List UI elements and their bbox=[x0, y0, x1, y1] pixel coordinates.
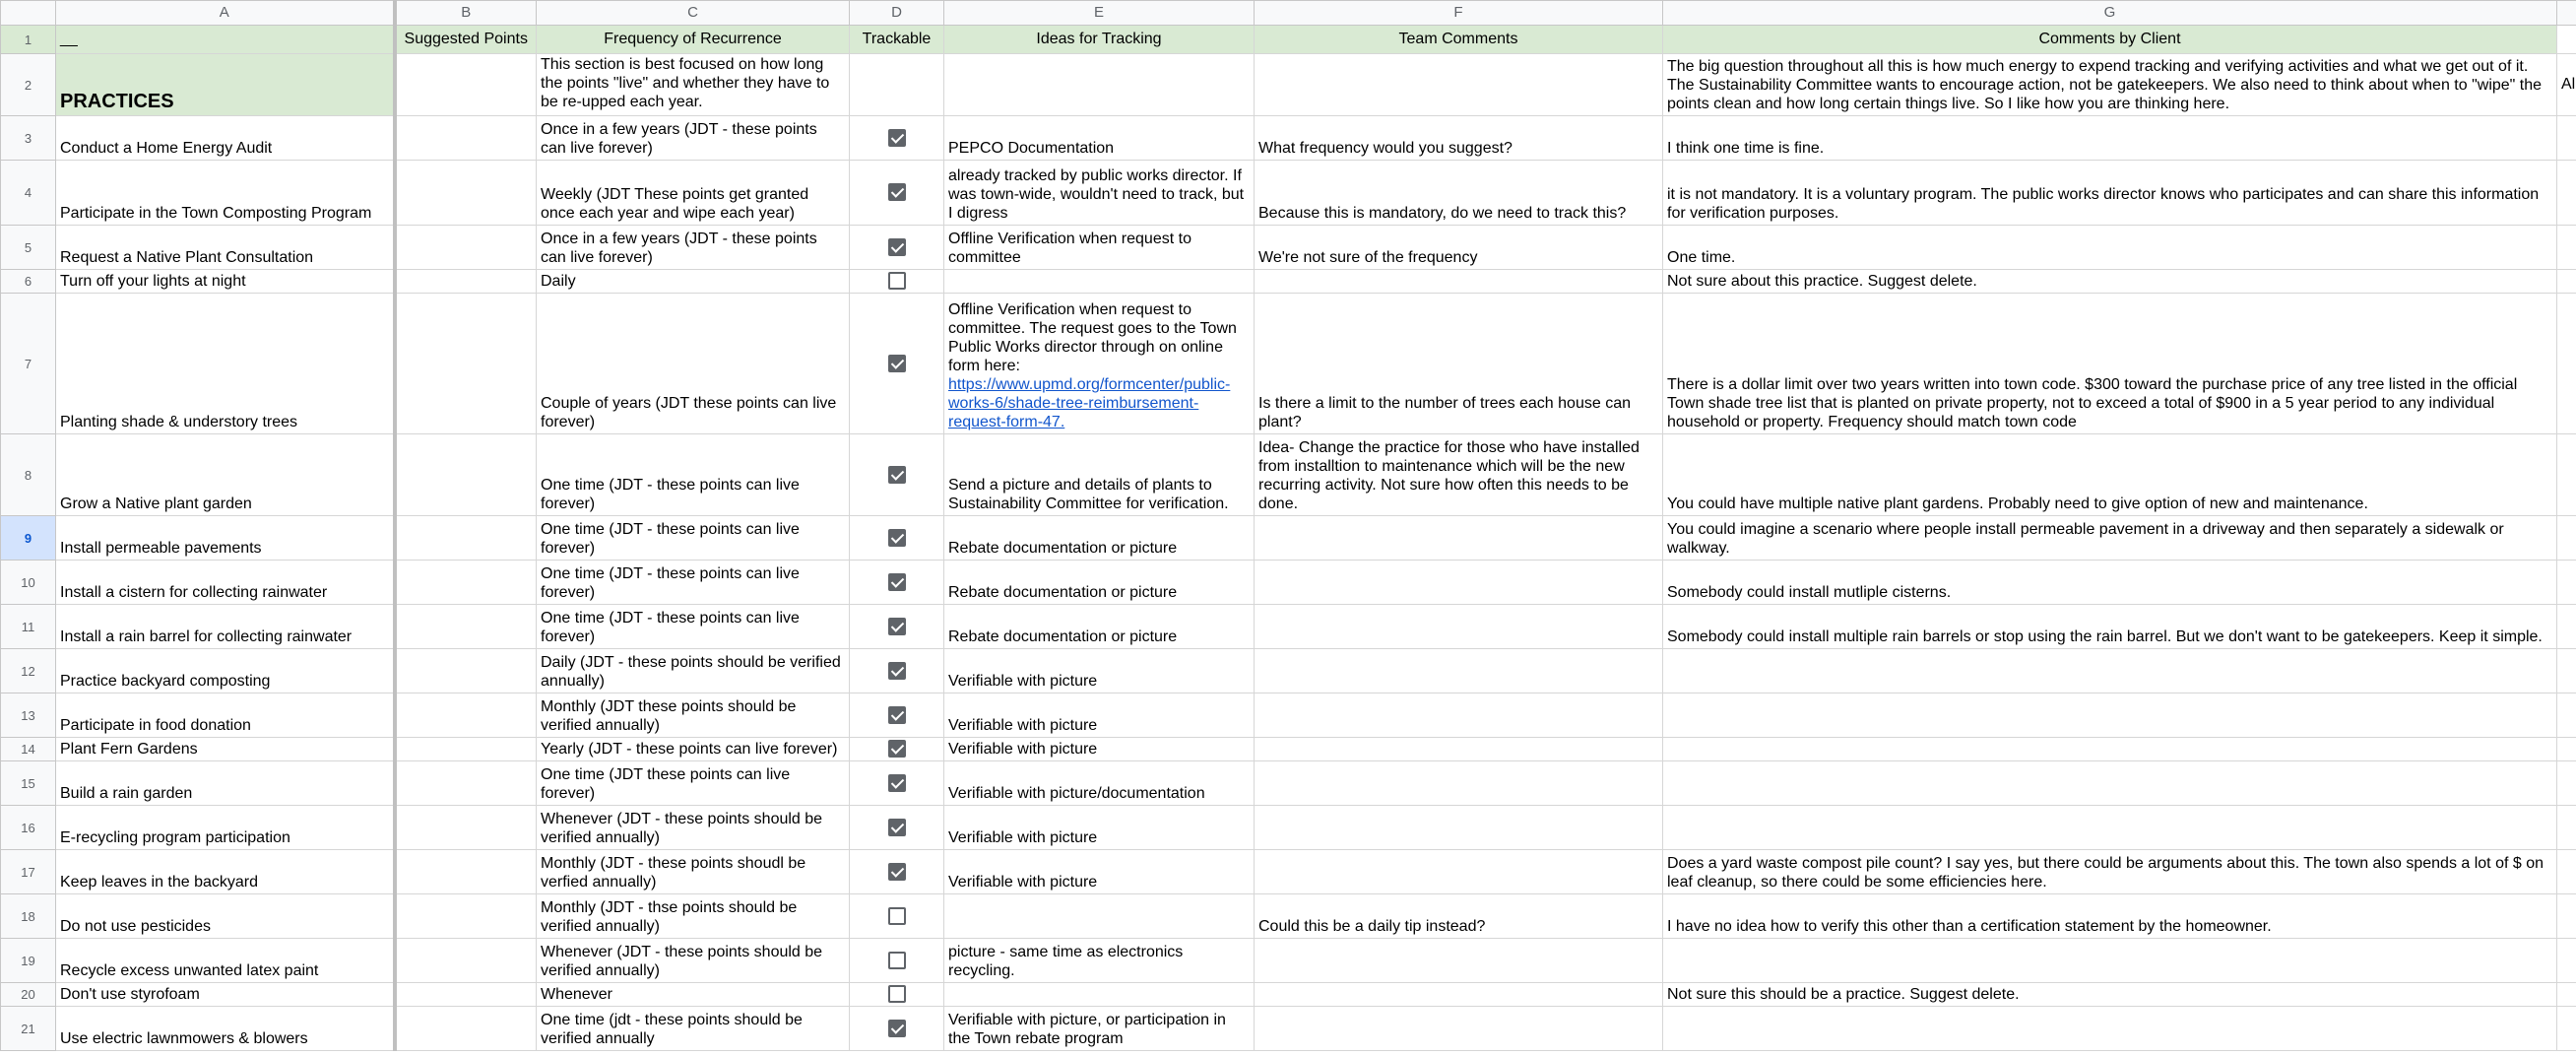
practice-name-cell[interactable]: Participate in the Town Composting Program bbox=[56, 161, 395, 226]
client-comments-cell[interactable] bbox=[1663, 761, 2557, 806]
table-row bbox=[1, 161, 2576, 226]
practice-name-cell[interactable]: Install a cistern for collecting rainwater bbox=[56, 561, 395, 605]
trackable-cell[interactable] bbox=[850, 738, 944, 761]
team-comments-cell[interactable] bbox=[1255, 516, 1663, 561]
frequency-cell[interactable]: Daily bbox=[537, 270, 850, 294]
cell[interactable] bbox=[2557, 605, 2576, 649]
practice-name-cell[interactable]: Practice backyard composting bbox=[56, 649, 395, 693]
team-comments-cell[interactable] bbox=[1255, 605, 1663, 649]
cell[interactable] bbox=[2557, 983, 2576, 1007]
team-comments-cell[interactable] bbox=[1255, 850, 1663, 894]
header-cell-a[interactable]: __ bbox=[56, 26, 395, 54]
points-cell[interactable] bbox=[395, 270, 537, 294]
cell[interactable] bbox=[2557, 806, 2576, 850]
frequency-cell[interactable]: Daily (JDT - these points should be verified annually) bbox=[537, 649, 850, 693]
practice-name-cell[interactable]: E-recycling program participation bbox=[56, 806, 395, 850]
points-cell[interactable] bbox=[395, 605, 537, 649]
team-comments-cell[interactable]: Could this be a daily tip instead? bbox=[1255, 894, 1663, 939]
table-row bbox=[1, 738, 2576, 761]
ideas-cell[interactable]: Verifiable with picture/documentation bbox=[944, 761, 1255, 806]
practice-name-cell[interactable]: Install permeable pavements bbox=[56, 516, 395, 561]
row-number[interactable]: 2 bbox=[1, 54, 56, 116]
frequency-cell[interactable]: Yearly (JDT - these points can live forever) bbox=[537, 738, 850, 761]
cell[interactable] bbox=[2557, 116, 2576, 161]
checkbox-checked[interactable] bbox=[888, 573, 906, 591]
client-comments-cell[interactable]: Somebody could install multiple rain barrels or stop using the rain barrel. But we don't want to be gatekeepers. Keep it simple. bbox=[1663, 605, 2557, 649]
practice-name-cell[interactable]: Recycle excess unwanted latex paint bbox=[56, 939, 395, 983]
cell[interactable] bbox=[2557, 894, 2576, 939]
frequency-cell[interactable]: Monthly (JDT these points should be verified annually) bbox=[537, 693, 850, 738]
practice-name-cell[interactable]: Build a rain garden bbox=[56, 761, 395, 806]
cell[interactable] bbox=[2557, 693, 2576, 738]
checkbox-checked[interactable] bbox=[888, 774, 906, 792]
points-cell[interactable] bbox=[395, 516, 537, 561]
practice-name-cell[interactable]: Do not use pesticides bbox=[56, 894, 395, 939]
checkbox-checked[interactable] bbox=[888, 183, 906, 201]
practice-name-cell[interactable]: Don't use styrofoam bbox=[56, 983, 395, 1007]
trackable-cell[interactable] bbox=[850, 894, 944, 939]
client-comments-cell[interactable]: There is a dollar limit over two years written into town code. $300 toward the purchase price of any tree listed in the official Town shade tree list that is planted on private property, not to exceed a total of $900 in a 5 year period to any individual household or property. Frequency should match town code bbox=[1663, 294, 2557, 434]
frequency-cell[interactable]: Whenever bbox=[537, 983, 850, 1007]
table-row bbox=[1, 434, 2576, 516]
checkbox-checked[interactable] bbox=[888, 618, 906, 635]
ideas-cell[interactable] bbox=[944, 983, 1255, 1007]
trackable-cell[interactable] bbox=[850, 761, 944, 806]
row-number[interactable]: 16 bbox=[1, 806, 56, 850]
frequency-cell[interactable]: Monthly (JDT - thse points should be verified annually) bbox=[537, 894, 850, 939]
trackable-cell[interactable] bbox=[850, 516, 944, 561]
points-cell[interactable] bbox=[395, 806, 537, 850]
points-cell[interactable] bbox=[395, 738, 537, 761]
checkbox-unchecked[interactable] bbox=[888, 985, 906, 1003]
cell[interactable] bbox=[2557, 26, 2576, 54]
select-all-corner[interactable] bbox=[1, 1, 56, 26]
client-comments-cell[interactable] bbox=[1663, 1007, 2557, 1051]
checkbox-checked[interactable] bbox=[888, 662, 906, 680]
checkbox-unchecked[interactable] bbox=[888, 272, 906, 290]
points-cell[interactable] bbox=[395, 54, 537, 116]
row-number[interactable]: 3 bbox=[1, 116, 56, 161]
cell[interactable] bbox=[2557, 161, 2576, 226]
row-number[interactable]: 10 bbox=[1, 561, 56, 605]
checkbox-checked[interactable] bbox=[888, 819, 906, 836]
shade-tree-form-link[interactable]: https://www.upmd.org/formcenter/public-works-6/shade-tree-reimbursement-request-form-47. bbox=[948, 376, 1231, 430]
client-comments-cell[interactable]: Not sure about this practice. Suggest delete. bbox=[1663, 270, 2557, 294]
checkbox-checked[interactable] bbox=[888, 706, 906, 724]
row-number[interactable]: 17 bbox=[1, 850, 56, 894]
practice-name-cell[interactable]: Plant Fern Gardens bbox=[56, 738, 395, 761]
ideas-cell[interactable] bbox=[944, 54, 1255, 116]
frequency-cell[interactable]: Couple of years (JDT these points can live forever) bbox=[537, 294, 850, 434]
client-comments-cell[interactable]: Somebody could install mutliple cisterns. bbox=[1663, 561, 2557, 605]
column-header-g[interactable]: G bbox=[1663, 1, 2557, 26]
ideas-cell[interactable]: Verifiable with picture bbox=[944, 693, 1255, 738]
row-number[interactable]: 5 bbox=[1, 226, 56, 270]
row-number[interactable]: 9 bbox=[1, 516, 56, 561]
row-number[interactable]: 7 bbox=[1, 294, 56, 434]
table-row bbox=[1, 939, 2576, 983]
cell[interactable] bbox=[2557, 738, 2576, 761]
client-comments-cell[interactable] bbox=[1663, 806, 2557, 850]
team-comments-cell[interactable]: Is there a limit to the number of trees each house can plant? bbox=[1255, 294, 1663, 434]
team-comments-cell[interactable] bbox=[1255, 561, 1663, 605]
checkbox-checked[interactable] bbox=[888, 1020, 906, 1037]
frequency-cell[interactable]: Weekly (JDT These points get granted once each year and wipe each year) bbox=[537, 161, 850, 226]
checkbox-checked[interactable] bbox=[888, 529, 906, 547]
points-cell[interactable] bbox=[395, 226, 537, 270]
checkbox-checked[interactable] bbox=[888, 238, 906, 256]
ideas-cell[interactable] bbox=[944, 270, 1255, 294]
practice-name-cell[interactable]: Keep leaves in the backyard bbox=[56, 850, 395, 894]
team-comments-cell[interactable] bbox=[1255, 270, 1663, 294]
trackable-cell[interactable] bbox=[850, 161, 944, 226]
points-cell[interactable] bbox=[395, 1007, 537, 1051]
checkbox-checked[interactable] bbox=[888, 355, 906, 372]
cell[interactable] bbox=[2557, 294, 2576, 434]
frequency-cell[interactable]: One time (JDT these points can live forever) bbox=[537, 761, 850, 806]
table-row bbox=[1, 983, 2576, 1007]
trackable-cell[interactable] bbox=[850, 939, 944, 983]
row-number[interactable]: 1 bbox=[1, 26, 56, 54]
table-row bbox=[1, 516, 2576, 561]
team-comments-cell[interactable] bbox=[1255, 54, 1663, 116]
frequency-cell[interactable]: Once in a few years (JDT - these points can live forever) bbox=[537, 116, 850, 161]
row-number[interactable]: 11 bbox=[1, 605, 56, 649]
trackable-cell[interactable] bbox=[850, 116, 944, 161]
trackable-cell[interactable] bbox=[850, 806, 944, 850]
table-row bbox=[1, 761, 2576, 806]
trackable-cell[interactable] bbox=[850, 1007, 944, 1051]
header-row bbox=[1, 26, 2576, 54]
cell[interactable] bbox=[2557, 761, 2576, 806]
cell[interactable] bbox=[2557, 850, 2576, 894]
points-cell[interactable] bbox=[395, 294, 537, 434]
ideas-cell[interactable]: Verifiable with picture bbox=[944, 806, 1255, 850]
row-number[interactable]: 20 bbox=[1, 983, 56, 1007]
practice-name-cell[interactable]: Use electric lawnmowers & blowers bbox=[56, 1007, 395, 1051]
points-cell[interactable] bbox=[395, 561, 537, 605]
table-row bbox=[1, 605, 2576, 649]
client-comments-cell[interactable]: The big question throughout all this is how much energy to expend tracking and verifying activities and what we get out of it. The Sustainability Committee wants to encourage action, not be gatekeepers. We also need to think about when to "wipe" the points clean and how long certain things live. So I like how you are thinking here. bbox=[1663, 54, 2557, 116]
table-row bbox=[1, 1007, 2576, 1051]
points-cell[interactable] bbox=[395, 434, 537, 516]
header-cell-client-comments[interactable]: Comments by Client bbox=[1663, 26, 2557, 54]
table-row bbox=[1, 270, 2576, 294]
client-comments-cell[interactable]: One time. bbox=[1663, 226, 2557, 270]
table-row bbox=[1, 294, 2576, 434]
team-comments-cell[interactable] bbox=[1255, 738, 1663, 761]
frequency-cell[interactable]: One time (jdt - these points should be verified annually bbox=[537, 1007, 850, 1051]
ideas-cell[interactable]: Verifiable with picture bbox=[944, 738, 1255, 761]
points-cell[interactable] bbox=[395, 983, 537, 1007]
header-cell-frequency[interactable]: Frequency of Recurrence bbox=[537, 26, 850, 54]
team-comments-cell[interactable] bbox=[1255, 761, 1663, 806]
header-cell-ideas[interactable]: Ideas for Tracking bbox=[944, 26, 1255, 54]
client-comments-cell[interactable]: You could imagine a scenario where people install permeable pavement in a driveway and then separately a sidewalk or walkway. bbox=[1663, 516, 2557, 561]
cell[interactable] bbox=[2557, 1007, 2576, 1051]
row-number[interactable]: 14 bbox=[1, 738, 56, 761]
points-cell[interactable] bbox=[395, 850, 537, 894]
ideas-cell[interactable]: PEPCO Documentation bbox=[944, 116, 1255, 161]
client-comments-cell[interactable] bbox=[1663, 649, 2557, 693]
table-row bbox=[1, 806, 2576, 850]
row-number[interactable]: 8 bbox=[1, 434, 56, 516]
table-row bbox=[1, 850, 2576, 894]
checkbox-unchecked[interactable] bbox=[888, 907, 906, 925]
client-comments-cell[interactable]: it is not mandatory. It is a voluntary program. The public works director knows who participates and can share this information for verification purposes. bbox=[1663, 161, 2557, 226]
trackable-cell[interactable] bbox=[850, 983, 944, 1007]
column-header-d[interactable]: D bbox=[850, 1, 944, 26]
client-comments-cell[interactable] bbox=[1663, 738, 2557, 761]
table-row bbox=[1, 54, 2576, 116]
cell[interactable] bbox=[2557, 649, 2576, 693]
column-header-a[interactable]: A bbox=[56, 1, 395, 26]
row-number[interactable]: 15 bbox=[1, 761, 56, 806]
practices-section-title[interactable]: PRACTICES bbox=[56, 54, 395, 116]
column-header-e[interactable]: E bbox=[944, 1, 1255, 26]
practice-name-cell[interactable]: Planting shade & understory trees bbox=[56, 294, 395, 434]
table-row bbox=[1, 894, 2576, 939]
table-row bbox=[1, 116, 2576, 161]
trackable-cell[interactable] bbox=[850, 270, 944, 294]
practice-name-cell[interactable]: Participate in food donation bbox=[56, 693, 395, 738]
trackable-cell[interactable] bbox=[850, 649, 944, 693]
team-comments-cell[interactable] bbox=[1255, 1007, 1663, 1051]
ideas-cell[interactable]: Send a picture and details of plants to Sustainability Committee for verification. bbox=[944, 434, 1255, 516]
client-comments-cell[interactable]: I have no idea how to verify this other than a certification statement by the homeowner. bbox=[1663, 894, 2557, 939]
client-comments-cell[interactable]: You could have multiple native plant gardens. Probably need to give option of new and maintenance. bbox=[1663, 434, 2557, 516]
frequency-cell[interactable]: One time (JDT - these points can live forever) bbox=[537, 605, 850, 649]
cell[interactable] bbox=[2557, 434, 2576, 516]
column-header-h[interactable] bbox=[2557, 1, 2576, 26]
client-comments-cell[interactable]: I think one time is fine. bbox=[1663, 116, 2557, 161]
checkbox-checked[interactable] bbox=[888, 740, 906, 758]
ideas-cell[interactable]: already tracked by public works director. If was town-wide, wouldn't need to track, but I digress bbox=[944, 161, 1255, 226]
overflow-cell[interactable]: Al bbox=[2557, 54, 2576, 116]
frequency-cell[interactable]: Whenever (JDT - these points should be verified annually) bbox=[537, 939, 850, 983]
header-cell-team-comments[interactable]: Team Comments bbox=[1255, 26, 1663, 54]
column-header-c[interactable]: C bbox=[537, 1, 850, 26]
practice-name-cell[interactable]: Grow a Native plant garden bbox=[56, 434, 395, 516]
header-cell-suggested-points[interactable]: Suggested Points bbox=[395, 26, 537, 54]
frequency-cell[interactable]: One time (JDT - these points can live forever) bbox=[537, 561, 850, 605]
team-comments-cell[interactable] bbox=[1255, 939, 1663, 983]
table-row bbox=[1, 561, 2576, 605]
ideas-cell[interactable]: picture - same time as electronics recycling. bbox=[944, 939, 1255, 983]
client-comments-cell[interactable] bbox=[1663, 939, 2557, 983]
ideas-cell[interactable] bbox=[944, 894, 1255, 939]
trackable-cell[interactable] bbox=[850, 561, 944, 605]
cell[interactable] bbox=[2557, 939, 2576, 983]
team-comments-cell[interactable]: Idea- Change the practice for those who have installed from installtion to maintenance which will be the new recurring activity. Not sure how often this needs to be done. bbox=[1255, 434, 1663, 516]
frequency-cell[interactable]: One time (JDT - these points can live forever) bbox=[537, 434, 850, 516]
team-comments-cell[interactable]: We're not sure of the frequency bbox=[1255, 226, 1663, 270]
frequency-cell[interactable]: Whenever (JDT - these points should be verified annually) bbox=[537, 806, 850, 850]
trackable-cell[interactable] bbox=[850, 850, 944, 894]
team-comments-cell[interactable]: Because this is mandatory, do we need to track this? bbox=[1255, 161, 1663, 226]
frequency-cell[interactable]: One time (JDT - these points can live forever) bbox=[537, 516, 850, 561]
trackable-cell[interactable] bbox=[850, 226, 944, 270]
row-number[interactable]: 4 bbox=[1, 161, 56, 226]
practice-name-cell[interactable]: Install a rain barrel for collecting rainwater bbox=[56, 605, 395, 649]
points-cell[interactable] bbox=[395, 693, 537, 738]
checkbox-checked[interactable] bbox=[888, 129, 906, 147]
frequency-cell[interactable]: Monthly (JDT - these points shoudl be verfied annually) bbox=[537, 850, 850, 894]
column-header-b[interactable]: B bbox=[395, 1, 537, 26]
table-row bbox=[1, 693, 2576, 738]
trackable-cell[interactable] bbox=[850, 294, 944, 434]
ideas-cell[interactable]: Verifiable with picture bbox=[944, 649, 1255, 693]
header-cell-trackable[interactable]: Trackable bbox=[850, 26, 944, 54]
cell[interactable] bbox=[2557, 516, 2576, 561]
ideas-cell[interactable]: Verifiable with picture bbox=[944, 850, 1255, 894]
client-comments-cell[interactable] bbox=[1663, 693, 2557, 738]
checkbox-unchecked[interactable] bbox=[888, 952, 906, 969]
checkbox-checked[interactable] bbox=[888, 466, 906, 484]
trackable-cell[interactable] bbox=[850, 54, 944, 116]
team-comments-cell[interactable] bbox=[1255, 649, 1663, 693]
row-number[interactable]: 18 bbox=[1, 894, 56, 939]
trackable-cell[interactable] bbox=[850, 693, 944, 738]
points-cell[interactable] bbox=[395, 161, 537, 226]
ideas-cell[interactable]: Verifiable with picture, or participation in the Town rebate program bbox=[944, 1007, 1255, 1051]
trackable-cell[interactable] bbox=[850, 605, 944, 649]
team-comments-cell[interactable] bbox=[1255, 806, 1663, 850]
ideas-cell[interactable]: Rebate documentation or picture bbox=[944, 516, 1255, 561]
points-cell[interactable] bbox=[395, 761, 537, 806]
ideas-cell[interactable]: Rebate documentation or picture bbox=[944, 561, 1255, 605]
table-row bbox=[1, 226, 2576, 270]
points-cell[interactable] bbox=[395, 894, 537, 939]
client-comments-cell[interactable]: Does a yard waste compost pile count? I say yes, but there could be arguments about this. The town also spends a lot of $ on leaf cleanup, so there could be some efficiencies here. bbox=[1663, 850, 2557, 894]
points-cell[interactable] bbox=[395, 116, 537, 161]
cell[interactable] bbox=[2557, 270, 2576, 294]
ideas-cell[interactable] bbox=[944, 294, 1255, 434]
team-comments-cell[interactable] bbox=[1255, 693, 1663, 738]
ideas-text: Offline Verification when request to committee. The request goes to the Town Public Works director through on online form here: bbox=[948, 301, 1237, 374]
row-number[interactable]: 13 bbox=[1, 693, 56, 738]
cell[interactable] bbox=[2557, 561, 2576, 605]
row-number[interactable]: 6 bbox=[1, 270, 56, 294]
row-number[interactable]: 19 bbox=[1, 939, 56, 983]
frequency-cell[interactable]: This section is best focused on how long the points "live" and whether they have to be re-upped each year. bbox=[537, 54, 850, 116]
checkbox-checked[interactable] bbox=[888, 863, 906, 881]
practice-name-cell[interactable]: Request a Native Plant Consultation bbox=[56, 226, 395, 270]
row-number[interactable]: 21 bbox=[1, 1007, 56, 1051]
points-cell[interactable] bbox=[395, 939, 537, 983]
table-row bbox=[1, 649, 2576, 693]
column-header-f[interactable]: F bbox=[1255, 1, 1663, 26]
frequency-cell[interactable]: Once in a few years (JDT - these points can live forever) bbox=[537, 226, 850, 270]
row-number[interactable]: 12 bbox=[1, 649, 56, 693]
ideas-cell[interactable]: Offline Verification when request to committee bbox=[944, 226, 1255, 270]
practice-name-cell[interactable]: Conduct a Home Energy Audit bbox=[56, 116, 395, 161]
cell[interactable] bbox=[2557, 226, 2576, 270]
points-cell[interactable] bbox=[395, 649, 537, 693]
practice-name-cell[interactable]: Turn off your lights at night bbox=[56, 270, 395, 294]
team-comments-cell[interactable] bbox=[1255, 983, 1663, 1007]
team-comments-cell[interactable]: What frequency would you suggest? bbox=[1255, 116, 1663, 161]
client-comments-cell[interactable]: Not sure this should be a practice. Suggest delete. bbox=[1663, 983, 2557, 1007]
trackable-cell[interactable] bbox=[850, 434, 944, 516]
ideas-cell[interactable]: Rebate documentation or picture bbox=[944, 605, 1255, 649]
